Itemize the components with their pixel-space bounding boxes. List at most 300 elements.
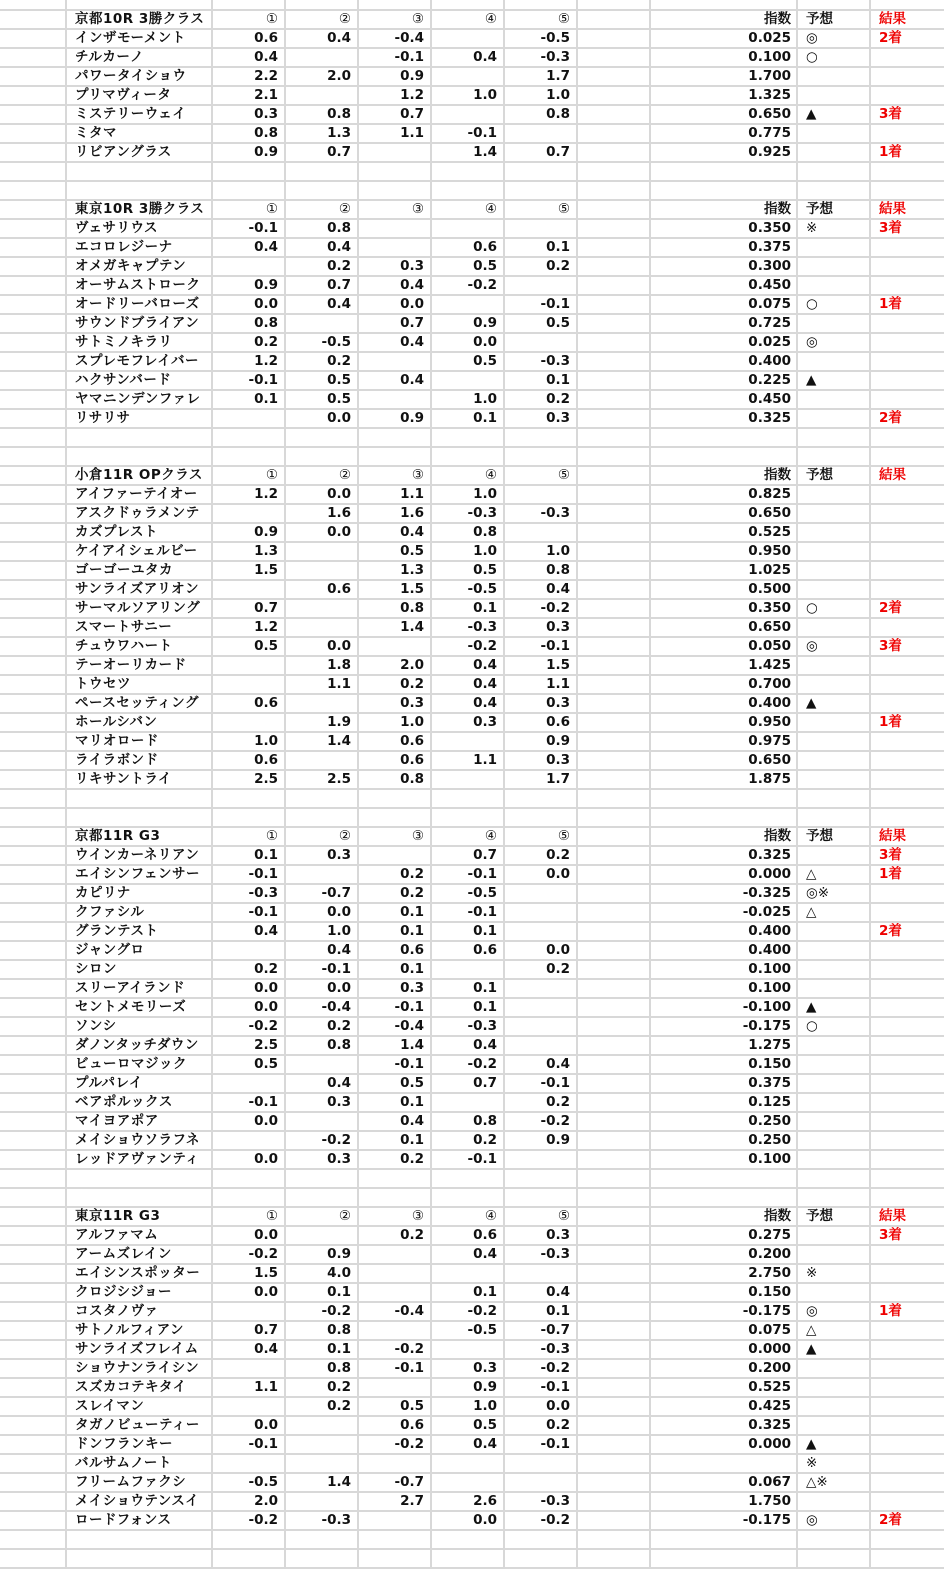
cell[interactable] <box>651 809 798 828</box>
horse-name-cell[interactable]: シロン <box>67 961 213 980</box>
score-cell-3[interactable] <box>359 220 432 239</box>
score-cell-2[interactable]: 0.0 <box>286 980 359 999</box>
cell[interactable] <box>0 334 67 353</box>
cell[interactable] <box>578 391 651 410</box>
horse-name-cell[interactable]: サーマルソアリング <box>67 600 213 619</box>
score-cell-1[interactable]: 0.2 <box>213 961 286 980</box>
cell[interactable] <box>67 1550 213 1569</box>
score-cell-1[interactable]: -0.5 <box>213 1474 286 1493</box>
cell[interactable] <box>578 923 651 942</box>
score-cell-3[interactable]: -0.1 <box>359 1360 432 1379</box>
prediction-mark-cell[interactable] <box>798 1284 871 1303</box>
score-cell-4[interactable]: 0.4 <box>432 695 505 714</box>
cell[interactable] <box>67 790 213 809</box>
result-cell[interactable] <box>871 372 944 391</box>
cell[interactable] <box>0 11 67 30</box>
score-cell-5[interactable]: 0.3 <box>505 410 578 429</box>
score-cell-2[interactable] <box>286 619 359 638</box>
score-cell-1[interactable] <box>213 1398 286 1417</box>
index-cell[interactable]: 0.700 <box>651 676 798 695</box>
score-cell-3[interactable]: 0.2 <box>359 1227 432 1246</box>
score-cell-2[interactable]: -0.2 <box>286 1303 359 1322</box>
score-cell-4[interactable]: 1.1 <box>432 752 505 771</box>
cell[interactable] <box>651 0 798 11</box>
cell[interactable] <box>578 1056 651 1075</box>
cell[interactable] <box>67 0 213 11</box>
prediction-mark-cell[interactable]: ▲ <box>798 999 871 1018</box>
cell[interactable] <box>505 809 578 828</box>
score-cell-1[interactable]: 2.0 <box>213 1493 286 1512</box>
cell[interactable] <box>798 809 871 828</box>
prediction-mark-cell[interactable]: ▲ <box>798 1436 871 1455</box>
score-cell-2[interactable]: 0.7 <box>286 277 359 296</box>
score-cell-5[interactable] <box>505 1265 578 1284</box>
cell[interactable] <box>651 429 798 448</box>
prediction-mark-cell[interactable]: △ <box>798 1322 871 1341</box>
score-cell-5[interactable]: 1.5 <box>505 657 578 676</box>
score-cell-2[interactable]: 1.9 <box>286 714 359 733</box>
cell[interactable] <box>0 657 67 676</box>
cell[interactable] <box>0 1113 67 1132</box>
score-cell-5[interactable]: 0.1 <box>505 239 578 258</box>
cell[interactable] <box>578 1455 651 1474</box>
prediction-mark-cell[interactable]: ◎ <box>798 1303 871 1322</box>
index-cell[interactable]: -0.175 <box>651 1512 798 1531</box>
horse-name-cell[interactable]: スマートサニー <box>67 619 213 638</box>
cell[interactable] <box>578 410 651 429</box>
prediction-mark-cell[interactable] <box>798 524 871 543</box>
cell[interactable] <box>0 220 67 239</box>
score-cell-4[interactable]: 0.6 <box>432 942 505 961</box>
score-cell-4[interactable] <box>432 372 505 391</box>
score-cell-1[interactable]: 0.9 <box>213 277 286 296</box>
score-cell-5[interactable] <box>505 1151 578 1170</box>
score-cell-4[interactable]: -0.1 <box>432 866 505 885</box>
horse-name-cell[interactable]: ビューロマジック <box>67 1056 213 1075</box>
score-cell-4[interactable]: 0.1 <box>432 980 505 999</box>
horse-name-cell[interactable]: サンライズアリオン <box>67 581 213 600</box>
result-cell[interactable] <box>871 999 944 1018</box>
score-cell-3[interactable]: 0.2 <box>359 1151 432 1170</box>
cell[interactable] <box>798 1531 871 1550</box>
score-cell-2[interactable]: 0.0 <box>286 486 359 505</box>
score-cell-1[interactable] <box>213 505 286 524</box>
horse-name-cell[interactable]: サトミノキラリ <box>67 334 213 353</box>
result-cell[interactable] <box>871 980 944 999</box>
score-cell-4[interactable]: 0.1 <box>432 1284 505 1303</box>
score-cell-2[interactable]: 0.8 <box>286 1037 359 1056</box>
cell[interactable] <box>0 1265 67 1284</box>
cell[interactable] <box>578 1360 651 1379</box>
score-cell-3[interactable]: -0.4 <box>359 30 432 49</box>
score-cell-5[interactable] <box>505 486 578 505</box>
score-cell-4[interactable]: 0.9 <box>432 315 505 334</box>
horse-name-cell[interactable]: ハクサンバード <box>67 372 213 391</box>
cell[interactable] <box>286 809 359 828</box>
score-cell-2[interactable]: 0.9 <box>286 1246 359 1265</box>
score-cell-1[interactable]: 0.3 <box>213 106 286 125</box>
cell[interactable] <box>359 809 432 828</box>
score-cell-5[interactable]: -0.1 <box>505 1436 578 1455</box>
cell[interactable] <box>578 619 651 638</box>
prediction-mark-cell[interactable]: ▲ <box>798 106 871 125</box>
cell[interactable] <box>0 1037 67 1056</box>
cell[interactable] <box>651 182 798 201</box>
prediction-mark-cell[interactable]: ◎ <box>798 334 871 353</box>
cell[interactable] <box>0 448 67 467</box>
column-header-result[interactable]: 結果 <box>871 201 944 220</box>
score-cell-1[interactable]: 1.5 <box>213 1265 286 1284</box>
score-cell-4[interactable]: -0.2 <box>432 1303 505 1322</box>
score-cell-4[interactable]: -0.3 <box>432 619 505 638</box>
horse-name-cell[interactable]: プリマヴィータ <box>67 87 213 106</box>
score-cell-1[interactable]: -0.1 <box>213 1094 286 1113</box>
score-cell-4[interactable]: -0.5 <box>432 581 505 600</box>
result-cell[interactable]: 1着 <box>871 296 944 315</box>
result-cell[interactable] <box>871 1094 944 1113</box>
cell[interactable] <box>578 1493 651 1512</box>
cell[interactable] <box>578 0 651 11</box>
score-cell-3[interactable]: 0.4 <box>359 277 432 296</box>
cell[interactable] <box>432 1531 505 1550</box>
cell[interactable] <box>0 1341 67 1360</box>
score-cell-4[interactable]: 0.4 <box>432 1037 505 1056</box>
cell[interactable] <box>0 182 67 201</box>
score-cell-4[interactable]: 0.6 <box>432 1227 505 1246</box>
index-cell[interactable]: 0.025 <box>651 30 798 49</box>
score-cell-2[interactable]: 0.4 <box>286 296 359 315</box>
score-cell-5[interactable]: -0.1 <box>505 296 578 315</box>
score-cell-4[interactable]: -0.1 <box>432 125 505 144</box>
index-cell[interactable]: 0.725 <box>651 315 798 334</box>
index-cell[interactable]: 1.325 <box>651 87 798 106</box>
cell[interactable] <box>578 1170 651 1189</box>
result-cell[interactable] <box>871 885 944 904</box>
score-cell-4[interactable] <box>432 1094 505 1113</box>
column-header-c2[interactable]: ② <box>286 11 359 30</box>
horse-name-cell[interactable]: エイシンフェンサー <box>67 866 213 885</box>
index-cell[interactable]: 0.075 <box>651 296 798 315</box>
cell[interactable] <box>0 505 67 524</box>
horse-name-cell[interactable]: アームズレイン <box>67 1246 213 1265</box>
result-cell[interactable] <box>871 695 944 714</box>
cell[interactable] <box>0 315 67 334</box>
score-cell-3[interactable] <box>359 1512 432 1531</box>
horse-name-cell[interactable]: メイショウテンスイ <box>67 1493 213 1512</box>
score-cell-5[interactable]: 0.0 <box>505 866 578 885</box>
prediction-mark-cell[interactable] <box>798 581 871 600</box>
cell[interactable] <box>578 486 651 505</box>
cell[interactable] <box>0 1018 67 1037</box>
score-cell-5[interactable]: -0.1 <box>505 1379 578 1398</box>
cell[interactable] <box>432 1189 505 1208</box>
index-cell[interactable]: 0.100 <box>651 961 798 980</box>
column-header-c1[interactable]: ① <box>213 828 286 847</box>
score-cell-2[interactable] <box>286 1113 359 1132</box>
cell[interactable] <box>871 1170 944 1189</box>
score-cell-4[interactable]: -0.1 <box>432 904 505 923</box>
cell[interactable] <box>871 1531 944 1550</box>
score-cell-1[interactable]: -0.2 <box>213 1246 286 1265</box>
score-cell-3[interactable]: 0.2 <box>359 866 432 885</box>
result-cell[interactable] <box>871 353 944 372</box>
score-cell-4[interactable]: 0.5 <box>432 353 505 372</box>
score-cell-4[interactable]: 0.1 <box>432 999 505 1018</box>
cell[interactable] <box>286 448 359 467</box>
horse-name-cell[interactable]: ミステリーウェイ <box>67 106 213 125</box>
prediction-mark-cell[interactable] <box>798 315 871 334</box>
horse-name-cell[interactable]: リキサントライ <box>67 771 213 790</box>
index-cell[interactable]: 0.125 <box>651 1094 798 1113</box>
cell[interactable] <box>578 980 651 999</box>
result-cell[interactable] <box>871 1493 944 1512</box>
index-cell[interactable]: 0.400 <box>651 695 798 714</box>
cell[interactable] <box>578 372 651 391</box>
index-cell[interactable]: 0.150 <box>651 1284 798 1303</box>
score-cell-2[interactable] <box>286 1417 359 1436</box>
score-cell-3[interactable]: 1.6 <box>359 505 432 524</box>
horse-name-cell[interactable]: パワータイショウ <box>67 68 213 87</box>
cell[interactable] <box>286 182 359 201</box>
horse-name-cell[interactable]: オメガキャプテン <box>67 258 213 277</box>
cell[interactable] <box>578 657 651 676</box>
score-cell-5[interactable]: 0.4 <box>505 1056 578 1075</box>
horse-name-cell[interactable]: エイシンスポッター <box>67 1265 213 1284</box>
cell[interactable] <box>578 676 651 695</box>
cell[interactable] <box>651 1531 798 1550</box>
score-cell-4[interactable]: -0.5 <box>432 885 505 904</box>
index-cell[interactable]: 1.025 <box>651 562 798 581</box>
result-cell[interactable]: 1着 <box>871 144 944 163</box>
index-cell[interactable]: -0.100 <box>651 999 798 1018</box>
index-cell[interactable]: -0.025 <box>651 904 798 923</box>
score-cell-1[interactable]: -0.1 <box>213 372 286 391</box>
cell[interactable] <box>0 296 67 315</box>
index-cell[interactable]: 0.200 <box>651 1246 798 1265</box>
score-cell-1[interactable]: 1.2 <box>213 486 286 505</box>
score-cell-5[interactable]: 0.9 <box>505 1132 578 1151</box>
column-header-c1[interactable]: ① <box>213 467 286 486</box>
cell[interactable] <box>432 790 505 809</box>
result-cell[interactable] <box>871 581 944 600</box>
prediction-mark-cell[interactable] <box>798 125 871 144</box>
score-cell-2[interactable]: 0.1 <box>286 1341 359 1360</box>
result-cell[interactable] <box>871 1398 944 1417</box>
cell[interactable] <box>578 695 651 714</box>
cell[interactable] <box>578 182 651 201</box>
horse-name-cell[interactable]: タガノビューティー <box>67 1417 213 1436</box>
cell[interactable] <box>871 163 944 182</box>
index-cell[interactable]: 0.350 <box>651 600 798 619</box>
score-cell-3[interactable]: 0.4 <box>359 1113 432 1132</box>
score-cell-1[interactable]: -0.2 <box>213 1512 286 1531</box>
score-cell-1[interactable]: 1.2 <box>213 619 286 638</box>
cell[interactable] <box>578 1436 651 1455</box>
score-cell-5[interactable]: 0.1 <box>505 372 578 391</box>
prediction-mark-cell[interactable] <box>798 1113 871 1132</box>
horse-name-cell[interactable]: ソンシ <box>67 1018 213 1037</box>
score-cell-2[interactable]: 2.5 <box>286 771 359 790</box>
score-cell-1[interactable]: 0.0 <box>213 1113 286 1132</box>
result-cell[interactable] <box>871 125 944 144</box>
score-cell-3[interactable]: 0.6 <box>359 733 432 752</box>
horse-name-cell[interactable]: ショウナンライシン <box>67 1360 213 1379</box>
result-cell[interactable] <box>871 1436 944 1455</box>
horse-name-cell[interactable]: コスタノヴァ <box>67 1303 213 1322</box>
score-cell-1[interactable]: 1.3 <box>213 543 286 562</box>
cell[interactable] <box>0 695 67 714</box>
index-cell[interactable]: 0.025 <box>651 334 798 353</box>
index-cell[interactable]: 0.400 <box>651 353 798 372</box>
column-header-c3[interactable]: ③ <box>359 11 432 30</box>
score-cell-3[interactable] <box>359 1246 432 1265</box>
horse-name-cell[interactable]: テーオーリカード <box>67 657 213 676</box>
column-header-c5[interactable]: ⑤ <box>505 11 578 30</box>
score-cell-4[interactable] <box>432 106 505 125</box>
score-cell-1[interactable]: 0.0 <box>213 1227 286 1246</box>
score-cell-1[interactable]: -0.3 <box>213 885 286 904</box>
cell[interactable] <box>578 1550 651 1569</box>
index-cell[interactable]: 0.325 <box>651 1417 798 1436</box>
score-cell-5[interactable]: 0.2 <box>505 391 578 410</box>
score-cell-2[interactable]: -0.4 <box>286 999 359 1018</box>
score-cell-4[interactable] <box>432 1265 505 1284</box>
index-cell[interactable]: 0.350 <box>651 220 798 239</box>
index-cell[interactable]: 0.650 <box>651 505 798 524</box>
cell[interactable] <box>0 638 67 657</box>
score-cell-2[interactable]: 4.0 <box>286 1265 359 1284</box>
cell[interactable] <box>578 866 651 885</box>
score-cell-4[interactable]: 0.8 <box>432 524 505 543</box>
score-cell-2[interactable] <box>286 543 359 562</box>
score-cell-2[interactable]: 1.0 <box>286 923 359 942</box>
score-cell-2[interactable]: -0.3 <box>286 1512 359 1531</box>
cell[interactable] <box>798 0 871 11</box>
index-cell[interactable]: 0.400 <box>651 923 798 942</box>
result-cell[interactable] <box>871 49 944 68</box>
prediction-mark-cell[interactable] <box>798 144 871 163</box>
cell[interactable] <box>359 163 432 182</box>
cell[interactable] <box>0 125 67 144</box>
cell[interactable] <box>432 448 505 467</box>
score-cell-1[interactable]: 0.0 <box>213 1417 286 1436</box>
cell[interactable] <box>505 1170 578 1189</box>
cell[interactable] <box>505 163 578 182</box>
prediction-mark-cell[interactable]: ◎※ <box>798 885 871 904</box>
index-cell[interactable]: 0.325 <box>651 847 798 866</box>
index-cell[interactable]: 1.875 <box>651 771 798 790</box>
result-cell[interactable]: 3着 <box>871 106 944 125</box>
cell[interactable] <box>359 182 432 201</box>
cell[interactable] <box>578 30 651 49</box>
cell[interactable] <box>213 1531 286 1550</box>
score-cell-1[interactable]: 0.8 <box>213 315 286 334</box>
score-cell-5[interactable]: -0.3 <box>505 1341 578 1360</box>
score-cell-1[interactable]: 0.7 <box>213 1322 286 1341</box>
index-cell[interactable]: 0.650 <box>651 752 798 771</box>
prediction-mark-cell[interactable]: ○ <box>798 296 871 315</box>
cell[interactable] <box>0 144 67 163</box>
score-cell-4[interactable]: 0.4 <box>432 1246 505 1265</box>
score-cell-4[interactable]: 0.2 <box>432 1132 505 1151</box>
result-cell[interactable] <box>871 1265 944 1284</box>
cell[interactable] <box>578 1303 651 1322</box>
column-header-c1[interactable]: ① <box>213 11 286 30</box>
score-cell-4[interactable]: -0.2 <box>432 638 505 657</box>
cell[interactable] <box>359 1170 432 1189</box>
result-cell[interactable] <box>871 1284 944 1303</box>
cell[interactable] <box>0 258 67 277</box>
column-header-result[interactable]: 結果 <box>871 1208 944 1227</box>
score-cell-1[interactable]: 0.9 <box>213 524 286 543</box>
score-cell-1[interactable]: 0.0 <box>213 296 286 315</box>
index-cell[interactable]: 0.375 <box>651 239 798 258</box>
cell[interactable] <box>0 828 67 847</box>
horse-name-cell[interactable]: カピリナ <box>67 885 213 904</box>
horse-name-cell[interactable]: エコロレジーナ <box>67 239 213 258</box>
prediction-mark-cell[interactable]: △ <box>798 904 871 923</box>
result-cell[interactable]: 1着 <box>871 1303 944 1322</box>
score-cell-3[interactable]: 0.9 <box>359 68 432 87</box>
cell[interactable] <box>0 714 67 733</box>
cell[interactable] <box>0 1379 67 1398</box>
prediction-mark-cell[interactable]: ○ <box>798 1018 871 1037</box>
cell[interactable] <box>578 11 651 30</box>
score-cell-3[interactable]: 0.4 <box>359 372 432 391</box>
result-cell[interactable] <box>871 752 944 771</box>
score-cell-3[interactable]: 0.7 <box>359 106 432 125</box>
result-cell[interactable] <box>871 68 944 87</box>
score-cell-1[interactable]: 0.0 <box>213 1284 286 1303</box>
cell[interactable] <box>0 942 67 961</box>
score-cell-4[interactable] <box>432 1455 505 1474</box>
score-cell-4[interactable]: 1.0 <box>432 543 505 562</box>
cell[interactable] <box>0 68 67 87</box>
cell[interactable] <box>651 790 798 809</box>
prediction-mark-cell[interactable] <box>798 258 871 277</box>
result-cell[interactable] <box>871 771 944 790</box>
horse-name-cell[interactable]: インザモーメント <box>67 30 213 49</box>
cell[interactable] <box>578 467 651 486</box>
index-cell[interactable]: 0.950 <box>651 714 798 733</box>
prediction-mark-cell[interactable] <box>798 942 871 961</box>
race-title-cell[interactable]: 京都11R G3 <box>67 828 213 847</box>
cell[interactable] <box>505 429 578 448</box>
column-header-c1[interactable]: ① <box>213 201 286 220</box>
score-cell-5[interactable]: -0.2 <box>505 1113 578 1132</box>
cell[interactable] <box>67 1531 213 1550</box>
score-cell-3[interactable]: 0.7 <box>359 315 432 334</box>
score-cell-3[interactable]: 1.1 <box>359 125 432 144</box>
score-cell-3[interactable]: 0.1 <box>359 923 432 942</box>
score-cell-2[interactable]: 0.2 <box>286 1379 359 1398</box>
cell[interactable] <box>0 999 67 1018</box>
score-cell-2[interactable] <box>286 695 359 714</box>
index-cell[interactable]: -0.325 <box>651 885 798 904</box>
cell[interactable] <box>0 0 67 11</box>
cell[interactable] <box>0 1132 67 1151</box>
index-cell[interactable]: 0.250 <box>651 1132 798 1151</box>
prediction-mark-cell[interactable] <box>798 714 871 733</box>
result-cell[interactable] <box>871 1455 944 1474</box>
prediction-mark-cell[interactable]: ◎ <box>798 1512 871 1531</box>
column-header-prediction[interactable]: 予想 <box>798 201 871 220</box>
cell[interactable] <box>213 790 286 809</box>
score-cell-1[interactable]: 2.1 <box>213 87 286 106</box>
score-cell-3[interactable] <box>359 1455 432 1474</box>
index-cell[interactable]: 0.150 <box>651 1056 798 1075</box>
cell[interactable] <box>432 1550 505 1569</box>
